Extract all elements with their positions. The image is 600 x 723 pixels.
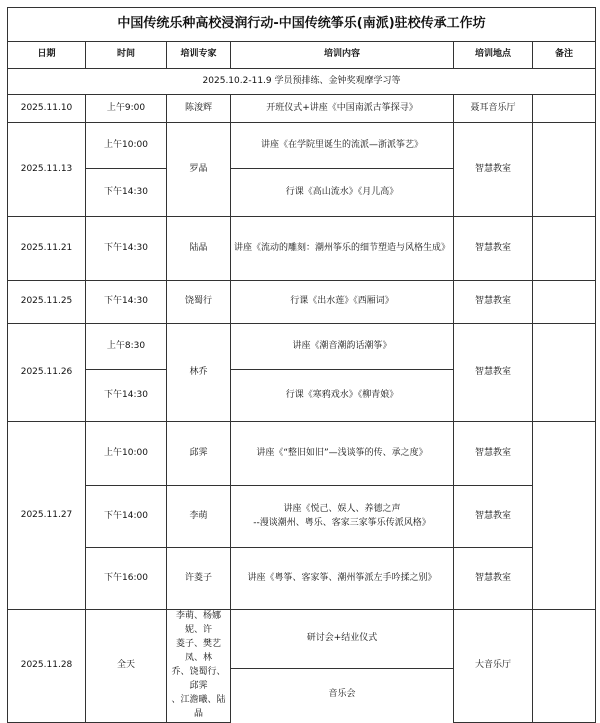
page-title: 中国传统乐种高校浸润行动-中国传统筝乐(南派)驻校传承工作坊 [8, 8, 596, 42]
date-cell: 2025.11.25 [8, 281, 86, 324]
date-cell: 2025.11.28 [8, 610, 86, 723]
location-cell: 智慧教室 [454, 422, 533, 486]
content-cell: 讲座《“整旧如旧”—浅谈筝的传、承之度》 [231, 422, 454, 486]
location-cell: 聂耳音乐厅 [454, 95, 533, 123]
table-row [8, 422, 596, 486]
time-cell: 上午9:00 [86, 95, 167, 123]
time-cell: 下午14:00 [86, 486, 167, 548]
expert-cell: 罗晶 [167, 123, 231, 217]
content-cell: 行课《寒鸦戏水》《柳青娘》 [231, 370, 454, 422]
table-row [8, 610, 596, 669]
header-row [8, 42, 596, 69]
header-date: 日期 [8, 42, 86, 69]
content-line: 讲座《悦己、娱人、养德之声 [283, 504, 401, 514]
table-row [8, 95, 596, 123]
remark-cell [533, 217, 596, 281]
pre-training-note: 2025.10.2-11.9 学员预排练、金钟奖观摩学习等 [8, 69, 596, 95]
header-time: 时间 [86, 42, 167, 69]
expert-line: 菱子、樊艺凤、林 [175, 638, 221, 663]
date-cell: 2025.11.26 [8, 324, 86, 422]
table-row [8, 324, 596, 370]
expert-cell: 邱霁 [167, 422, 231, 486]
content-cell: 讲座《流动的雕刻：潮州筝乐的细节塑造与风格生成》 [231, 217, 454, 281]
time-cell: 下午16:00 [86, 548, 167, 610]
header-content: 培训内容 [231, 42, 454, 69]
time-cell: 上午8:30 [86, 324, 167, 370]
content-cell: 行课《高山流水》《月儿高》 [231, 169, 454, 217]
header-expert: 培训专家 [167, 42, 231, 69]
expert-cell: 林乔 [167, 324, 231, 422]
content-line: --漫谈潮州、粤乐、客家三家筝乐传派风格》 [253, 517, 431, 528]
location-cell: 智慧教室 [454, 217, 533, 281]
expert-line: 乔、饶蜀行、邱霁 [171, 666, 226, 691]
location-cell: 智慧教室 [454, 324, 533, 422]
expert-line: 李萌、杨娜妮、许 [175, 611, 221, 635]
content-cell: 行课《出水莲》《西厢词》 [231, 281, 454, 324]
table-row [8, 217, 596, 281]
location-cell: 智慧教室 [454, 548, 533, 610]
table-row [8, 486, 596, 548]
table-row [8, 548, 596, 610]
expert-list-cell [167, 610, 231, 723]
schedule-table [7, 7, 596, 723]
expert-cell: 李萌 [167, 486, 231, 548]
location-cell: 智慧教室 [454, 486, 533, 548]
expert-cell: 陈浚辉 [167, 95, 231, 123]
location-cell: 大音乐厅 [454, 610, 533, 723]
remark-cell [533, 610, 596, 723]
time-cell: 下午14:30 [86, 281, 167, 324]
location-cell: 智慧教室 [454, 123, 533, 217]
table-row [8, 123, 596, 169]
time-cell: 上午10:00 [86, 123, 167, 169]
table-row [8, 281, 596, 324]
time-cell: 全天 [86, 610, 167, 723]
date-cell: 2025.11.21 [8, 217, 86, 281]
content-cell: 开班仪式+讲座《中国南派古筝探寻》 [231, 95, 454, 123]
time-cell: 下午14:30 [86, 370, 167, 422]
date-cell: 2025.11.10 [8, 95, 86, 123]
location-cell: 智慧教室 [454, 281, 533, 324]
remark-cell [533, 324, 596, 422]
remark-cell [533, 281, 596, 324]
content-cell: 讲座《在学院里诞生的流派—浙派筝艺》 [231, 123, 454, 169]
content-cell: 讲座《潮音潮韵话潮筝》 [231, 324, 454, 370]
date-cell: 2025.11.13 [8, 123, 86, 217]
remark-cell [533, 422, 596, 610]
remark-cell [533, 123, 596, 217]
date-cell: 2025.11.27 [8, 422, 86, 610]
remark-cell [533, 95, 596, 123]
expert-cell: 许菱子 [167, 548, 231, 610]
expert-cell: 饶蜀行 [167, 281, 231, 324]
content-cell [231, 486, 454, 548]
content-cell: 研讨会+结业仪式 [231, 610, 454, 669]
time-cell: 上午10:00 [86, 422, 167, 486]
header-remark: 备注 [533, 42, 596, 69]
expert-line: 、江澹曦、陆晶 [171, 694, 226, 719]
expert-cell: 陆晶 [167, 217, 231, 281]
time-cell: 下午14:30 [86, 217, 167, 281]
content-cell: 讲座《粤筝、客家筝、潮州筝派左手吟揉之别》 [231, 548, 454, 610]
header-location: 培训地点 [454, 42, 533, 69]
time-cell: 下午14:30 [86, 169, 167, 217]
content-cell: 音乐会 [231, 668, 454, 722]
